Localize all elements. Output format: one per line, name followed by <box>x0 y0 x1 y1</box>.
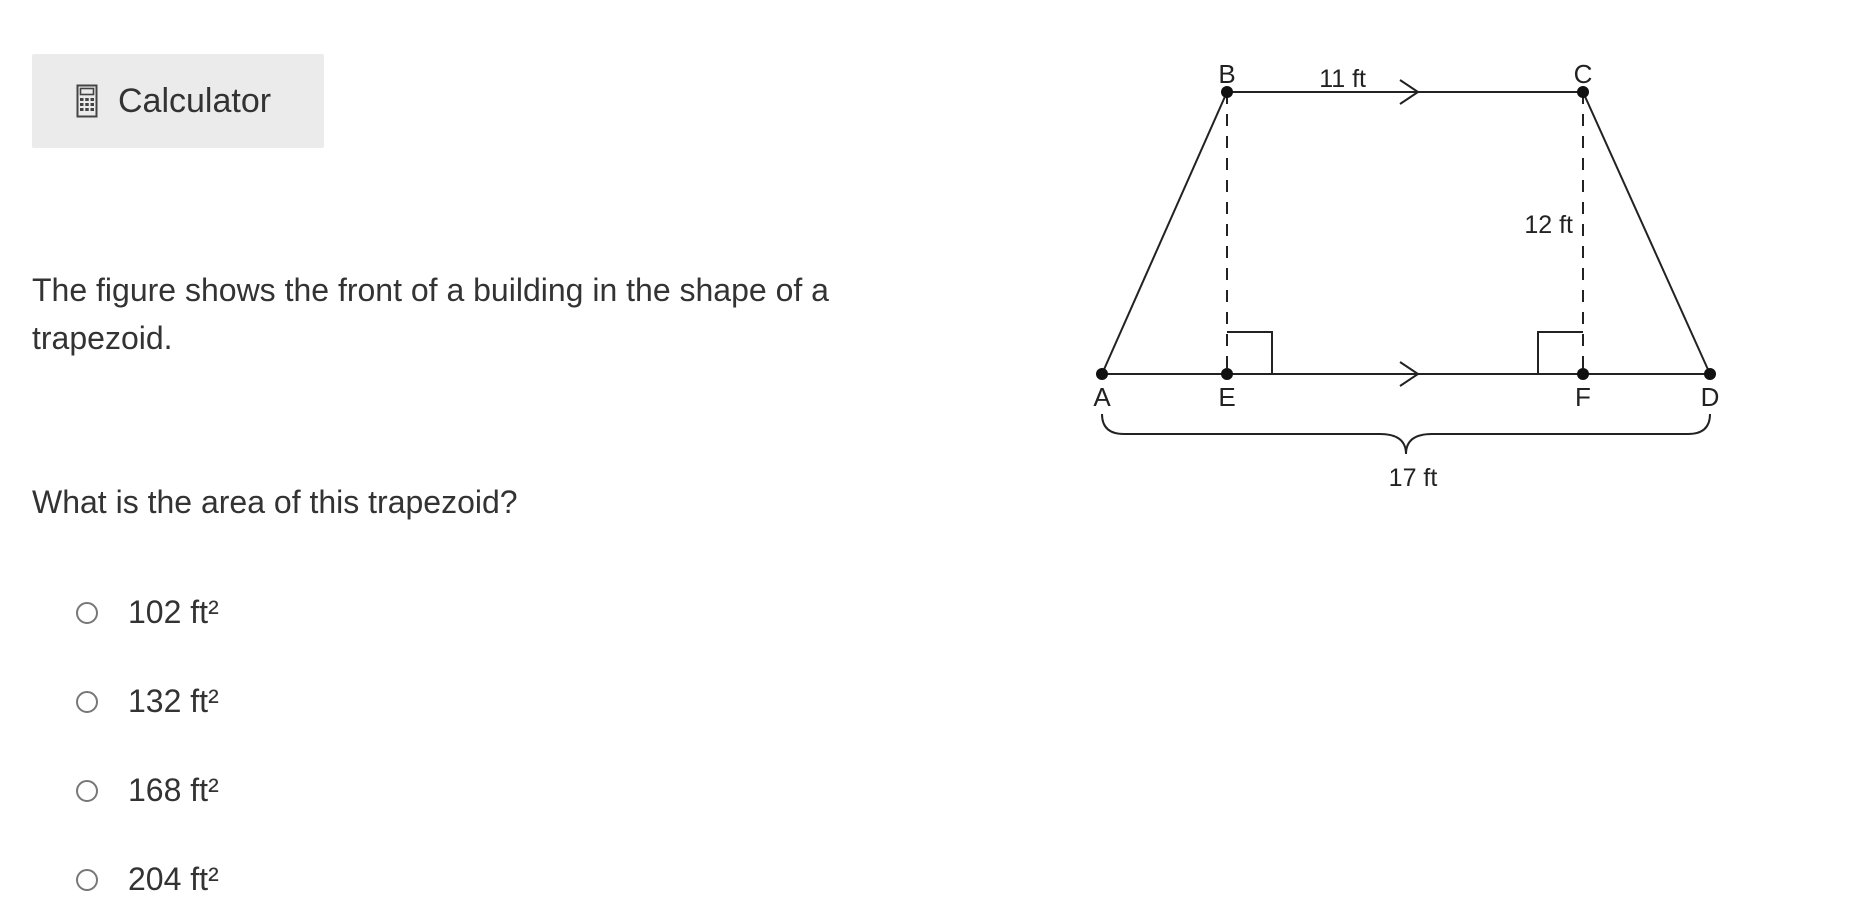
leg-cd <box>1583 92 1710 374</box>
vertex-label-f: F <box>1575 382 1591 412</box>
answer-choice-label: 132 ft² <box>128 683 219 719</box>
vertex-label-e: E <box>1218 382 1236 412</box>
radio-button[interactable] <box>76 780 98 802</box>
point-a <box>1096 368 1108 380</box>
answer-choice-label: 204 ft² <box>128 861 219 897</box>
calculator-icon <box>76 84 98 118</box>
bottom-base-label: 17 ft <box>1388 464 1438 492</box>
point-d <box>1704 368 1716 380</box>
calculator-button[interactable] <box>32 54 324 148</box>
answer-choice-2[interactable] <box>76 657 219 746</box>
vertex-label-c: C <box>1573 59 1593 89</box>
radio-button[interactable] <box>76 602 98 624</box>
answer-choice-3[interactable] <box>76 746 219 835</box>
top-base-label: 11 ft <box>1319 65 1366 93</box>
trapezoid-figure <box>1080 50 1760 510</box>
question-prompt: The figure shows the front of a building in the shape of a trapezoid. <box>32 272 829 356</box>
answer-choice-1[interactable] <box>76 568 219 657</box>
base-brace <box>1102 414 1710 454</box>
answer-choice-4[interactable] <box>76 835 219 924</box>
answer-choice-label: 168 ft² <box>128 772 219 808</box>
answer-choices <box>76 568 219 924</box>
height-label: 12 ft <box>1524 211 1573 239</box>
vertex-label-a: A <box>1093 382 1111 412</box>
radio-button[interactable] <box>76 869 98 891</box>
radio-button[interactable] <box>76 691 98 713</box>
right-angle-mark-f <box>1538 332 1583 374</box>
leg-ab <box>1102 92 1227 374</box>
answer-choice-label: 102 ft² <box>128 594 219 630</box>
vertex-label-d: D <box>1700 382 1720 412</box>
point-f <box>1577 368 1589 380</box>
point-e <box>1221 368 1233 380</box>
question-text: What is the area of this trapezoid? <box>32 484 518 520</box>
calculator-label: Calculator <box>118 81 272 120</box>
vertex-label-b: B <box>1218 59 1236 89</box>
right-angle-mark-e <box>1227 332 1272 374</box>
